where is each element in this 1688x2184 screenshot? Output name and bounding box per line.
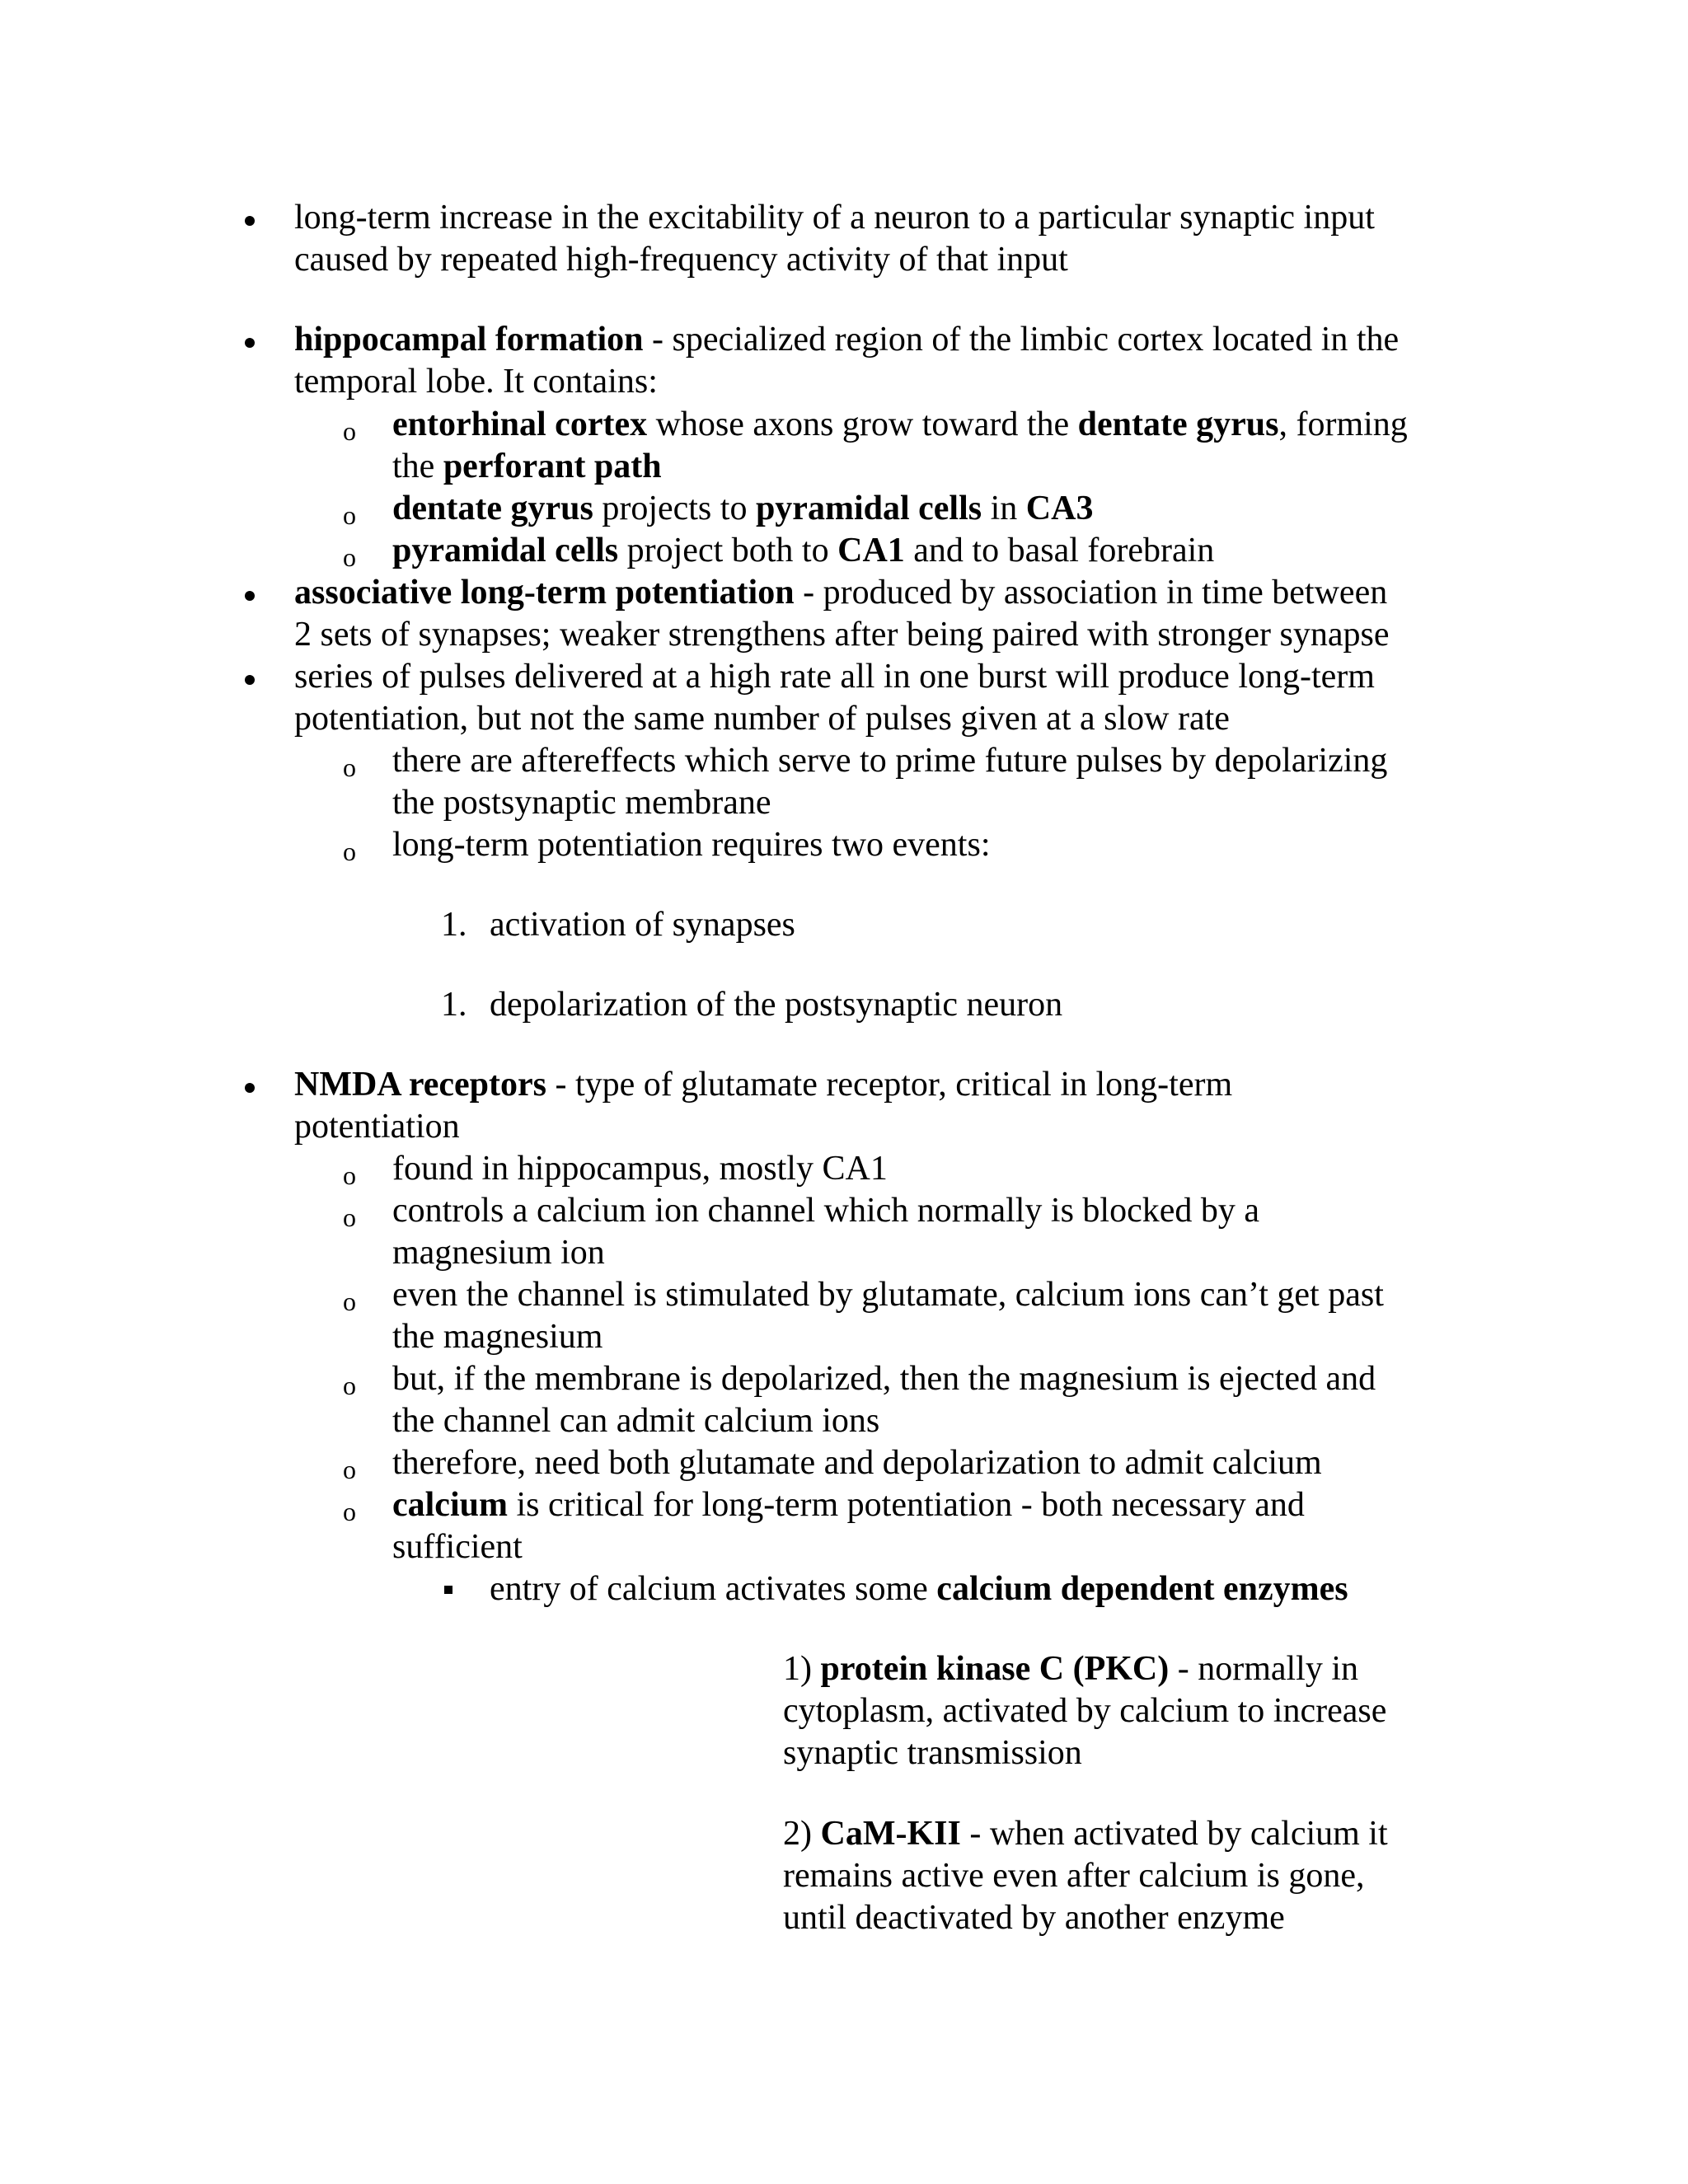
pyramidal-cells-term: pyramidal cells — [392, 532, 619, 569]
sub-bullet-marker: o — [343, 1455, 356, 1484]
sub-5-6-line-1 — [392, 1484, 1305, 1526]
sub-5-1-text: found in hippocampus, mostly CA1 — [392, 1150, 888, 1188]
enzyme-1-line-2 — [783, 1690, 1386, 1732]
sub-4-1-line-2 — [392, 782, 771, 824]
sub-2-1-text-end: , forming — [1278, 405, 1408, 443]
bullet-dot — [245, 675, 255, 685]
bullet-dot — [245, 1083, 255, 1093]
sub-5-4-line-1 — [392, 1358, 1376, 1400]
sub-bullet-marker: o — [343, 1202, 356, 1232]
enzyme-2-text-2: remains active even after calcium is gone, — [783, 1857, 1365, 1895]
enzyme-1-text-3: synaptic transmission — [783, 1734, 1082, 1772]
sub-bullet-marker: o — [343, 416, 356, 446]
bullet-2-text-1: - specialized region of the limbic cortex located in the — [643, 321, 1400, 359]
bullet-3-term: associative long-term potentiation — [294, 574, 795, 612]
camkii-term: CaM-KII — [820, 1815, 961, 1853]
bullet-dot — [245, 338, 255, 348]
sub-bullet-marker: o — [343, 1497, 356, 1526]
dentate-gyrus-term: dentate gyrus — [392, 490, 593, 527]
sub-4-2-text: long-term potentiation requires two events: — [392, 826, 991, 864]
sub-4-1-text-1: there are aftereffects which serve to prime future pulses by depolarizing — [392, 742, 1388, 780]
bullet-1-line-1 — [294, 197, 1375, 239]
sub-5-5-line-1 — [392, 1442, 1322, 1484]
sub-5-3-text-2: the magnesium — [392, 1318, 603, 1356]
sub-5-3-line-2 — [392, 1316, 603, 1358]
numbered-item-1 — [490, 904, 795, 946]
bullet-1-text-2: caused by repeated high-frequency activity of that input — [294, 241, 1068, 279]
entorhinal-cortex-term: entorhinal cortex — [392, 405, 648, 443]
sub-bullet-marker: o — [343, 1160, 356, 1190]
ca3-term: CA3 — [1025, 490, 1094, 527]
bullet-dot — [245, 216, 255, 226]
bullet-4-line-2 — [294, 698, 1230, 740]
sub-bullet-marker: o — [343, 1371, 356, 1400]
pkc-term: protein kinase C (PKC) — [820, 1650, 1170, 1688]
bullet-3-line-1 — [294, 572, 1387, 614]
sub-bullet-marker: o — [343, 837, 356, 866]
sub-5-5-text: therefore, need both glutamate and depolarization to admit calcium — [392, 1444, 1322, 1482]
square-bullet — [444, 1586, 452, 1594]
enzyme-2-text-1: - when activated by calcium it — [960, 1815, 1388, 1853]
bullet-4-text-2: potentiation, but not the same number of pulses given at a slow rate — [294, 700, 1230, 738]
sub-5-4-text-1: but, if the membrane is depolarized, then the magnesium is ejected and — [392, 1360, 1376, 1398]
sub-2-1-line-1 — [392, 404, 1408, 446]
bullet-5-line-1 — [294, 1064, 1232, 1106]
bullet-2-text-2: temporal lobe. It contains: — [294, 363, 658, 401]
sub-5-2-line-1 — [392, 1190, 1259, 1232]
bullet-2-term: hippocampal formation — [294, 321, 644, 359]
sub-5-1-line-1 — [392, 1148, 888, 1190]
sub-bullet-marker: o — [343, 1286, 356, 1316]
sub-bullet-marker: o — [343, 500, 356, 530]
enzyme-2-line-1 — [783, 1813, 1388, 1855]
sub-5-2-text-2: magnesium ion — [392, 1234, 605, 1272]
enzyme-1-line-1 — [783, 1648, 1358, 1690]
sub-5-2-line-2 — [392, 1232, 605, 1274]
sub-4-1-line-1 — [392, 740, 1387, 782]
sub-2-1-text-2: the — [392, 448, 443, 485]
bullet-1-line-2 — [294, 239, 1068, 281]
sub-2-1-text: whose axons grow toward the — [647, 405, 1078, 443]
sub-5-6-text-1: is critical for long-term potentiation - both necessary and — [507, 1486, 1305, 1524]
nmda-receptors-term: NMDA receptors — [294, 1066, 546, 1104]
sub-5-6-line-2 — [392, 1526, 523, 1568]
enzyme-2-line-3 — [783, 1897, 1285, 1939]
enzyme-2-text-3: until deactivated by another enzyme — [783, 1899, 1285, 1937]
numbered-item-2 — [490, 984, 1062, 1026]
bullet-5-text-1: - type of glutamate receptor, critical in long-term — [546, 1066, 1233, 1104]
sub-2-2-text-2: in — [982, 490, 1026, 527]
bullet-2-line-2 — [294, 361, 658, 403]
perforant-path-term: perforant path — [443, 448, 662, 485]
calcium-term: calcium — [392, 1486, 508, 1524]
enzyme-1-line-3 — [783, 1732, 1082, 1774]
enzyme-1-num: 1) — [783, 1650, 821, 1688]
enzyme-2-line-2 — [783, 1855, 1365, 1897]
sub-2-2-text: projects to — [593, 490, 756, 527]
square-item-text: entry of calcium activates some — [490, 1570, 937, 1608]
bullet-4-line-1 — [294, 656, 1375, 698]
bullet-1-text-1: long-term increase in the excitability of a neuron to a particular synaptic input — [294, 199, 1375, 237]
bullet-dot — [245, 591, 255, 601]
sub-4-1-text-2: the postsynaptic membrane — [392, 784, 771, 822]
sub-2-2-line-1 — [392, 488, 1093, 530]
numbered-item-2-label — [441, 984, 467, 1026]
enzyme-2-num: 2) — [783, 1815, 821, 1853]
bullet-4-text-1: series of pulses delivered at a high rate all in one burst will produce long-term — [294, 658, 1375, 696]
sub-5-6-text-2: sufficient — [392, 1528, 523, 1566]
sub-5-4-line-2 — [392, 1400, 879, 1442]
pyramidal-cells-term: pyramidal cells — [755, 490, 982, 527]
sub-5-2-text-1: controls a calcium ion channel which normally is blocked by a — [392, 1192, 1260, 1230]
enzyme-1-text-1: - normally in — [1169, 1650, 1359, 1688]
numbered-2-label: 1. — [441, 986, 467, 1024]
dentate-gyrus-term: dentate gyrus — [1077, 405, 1279, 443]
bullet-5-line-2 — [294, 1106, 460, 1148]
sub-5-4-text-2: the channel can admit calcium ions — [392, 1402, 880, 1440]
numbered-1-label: 1. — [441, 906, 467, 944]
sub-5-3-line-1 — [392, 1274, 1384, 1316]
bullet-3-line-2 — [294, 614, 1389, 656]
sub-4-2-line-1 — [392, 824, 990, 866]
bullet-3-text-1: - produced by association in time between — [794, 574, 1388, 612]
bullet-3-text-2: 2 sets of synapses; weaker strengthens after being paired with stronger synapse — [294, 616, 1390, 654]
sub-bullet-marker: o — [343, 542, 356, 572]
bullet-5-text-2: potentiation — [294, 1108, 460, 1146]
numbered-2-text: depolarization of the postsynaptic neuron — [490, 986, 1063, 1024]
sub-bullet-marker: o — [343, 752, 356, 782]
sub-2-3-line-1 — [392, 530, 1214, 572]
bullet-2-line-1 — [294, 319, 1399, 361]
sub-2-3-text-2: and to basal forebrain — [904, 532, 1215, 569]
sub-2-1-line-2 — [392, 446, 662, 488]
ca1-term: CA1 — [837, 532, 905, 569]
numbered-1-text: activation of synapses — [490, 906, 795, 944]
sub-5-3-text-1: even the channel is stimulated by glutamate, calcium ions can’t get past — [392, 1276, 1384, 1314]
calcium-dependent-enzymes-term: calcium dependent enzymes — [936, 1570, 1348, 1608]
enzyme-1-text-2: cytoplasm, activated by calcium to increase — [783, 1692, 1387, 1730]
square-item-line-1 — [490, 1568, 1348, 1610]
sub-2-3-text: project both to — [618, 532, 838, 569]
numbered-item-1-label — [441, 904, 467, 946]
